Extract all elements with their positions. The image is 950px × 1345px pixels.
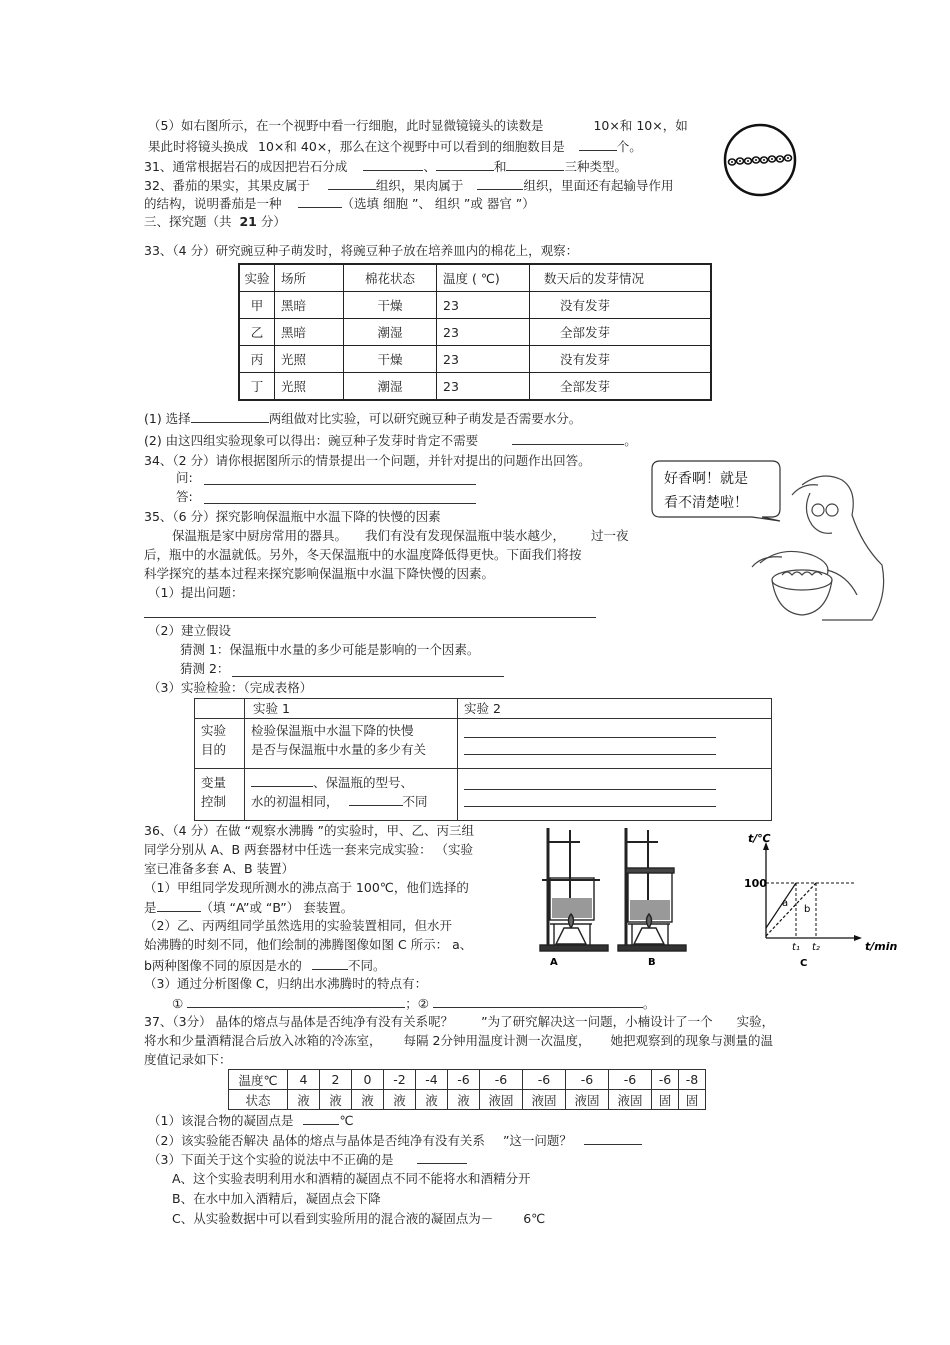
table-cell: 0: [352, 1070, 384, 1090]
fig-label-c: C: [800, 958, 808, 969]
table-cell: 丁: [239, 373, 275, 401]
q37-blank-1[interactable]: [303, 1112, 339, 1125]
table-header: 棉花状态: [344, 264, 437, 292]
q37-option-a[interactable]: A、这个实验表明利用水和酒精的凝固点不同不能将水和酒精分开: [172, 1171, 531, 1186]
q37-s1: （1）该混合物的凝固点是 ℃: [148, 1113, 354, 1128]
q33-blank-2[interactable]: [512, 432, 624, 445]
q37-s3: （3）下面关于这个实验的说法中不正确的是: [148, 1151, 467, 1168]
table-cell: -6: [609, 1070, 652, 1090]
table-header: 数天后的发芽情况: [530, 264, 712, 292]
q34-answer-label: 答:: [176, 489, 193, 504]
q37-option-b[interactable]: B、在水中加入酒精后，凝固点会下降: [172, 1191, 381, 1206]
q31-blank-1[interactable]: [363, 158, 423, 171]
graph-a-label: a: [782, 898, 789, 909]
table-cell: 潮湿: [344, 373, 437, 401]
q37-option-c[interactable]: C、从实验数据中可以看到实验所用的混合液的凝固点为－ 6℃: [172, 1211, 546, 1226]
table-cell: 液: [416, 1090, 448, 1110]
section-3-heading: 三、探究题（共 21 分）: [144, 214, 286, 229]
microscope-view-figure: [722, 122, 798, 198]
table-header: 实验: [239, 264, 275, 292]
table-cell: 23: [437, 373, 530, 401]
q35-s2: （2）建立假设: [148, 623, 231, 638]
q36-l6: （2）乙、丙两组同学虽然选用的实验装置相同，但水开: [144, 918, 452, 933]
table-cell: -6: [448, 1070, 480, 1090]
q34-intro: 34、（2 分）请你根据图所示的情景提出一个问题，并针对提出的问题作出回答。: [144, 453, 591, 468]
table-cell: 光照: [275, 346, 344, 373]
table-cell: -4: [416, 1070, 448, 1090]
table-cell: 潮湿: [344, 319, 437, 346]
q35-blank-1[interactable]: [251, 774, 313, 787]
cartoon-figure: [652, 455, 892, 635]
q35-guess1: 猜测 1：保温瓶中水量的多少可能是影响的一个因素。: [180, 642, 480, 657]
graph-t2-label: t₂: [812, 942, 820, 953]
q33-sub2: (2) 由这四组实验现象可以得出：豌豆种子发芽时肯定不需要 。: [144, 433, 637, 448]
table-cell: 液: [320, 1090, 352, 1110]
q31-blank-2[interactable]: [436, 158, 494, 171]
graph-100-label: 100: [744, 877, 767, 890]
graph-x-label: t/min: [865, 940, 898, 953]
table-cell: 液: [288, 1090, 320, 1110]
q35-intro: 35、（6 分）探究影响保温瓶中水温下降的快慢的因素: [144, 509, 441, 524]
table-cell: -6: [480, 1070, 523, 1090]
q5-blank[interactable]: [579, 138, 617, 151]
table-header: 状态: [229, 1090, 288, 1110]
bubble-text-1: 好香啊！就是: [664, 471, 748, 487]
table-cell: 液固: [480, 1090, 523, 1110]
q36-blank-1[interactable]: [157, 899, 201, 912]
table-header-row: [195, 699, 772, 719]
table-cell: 液: [384, 1090, 416, 1110]
q35-s3: （3）实验检验：（完成表格）: [148, 680, 313, 695]
q37-l1: 37、（3分） 晶体的熔点与晶体是否纯净有没有关系呢？ ”为了研究解决这一问题，小楠设计了一个 实验，: [144, 1014, 775, 1029]
speech-bubble: [652, 461, 780, 521]
table-cell: -8: [679, 1070, 706, 1090]
table-cell: 23: [437, 292, 530, 319]
table-cell: 全部发芽: [530, 373, 712, 401]
q36-blank-4[interactable]: [433, 995, 643, 1008]
graph-t1-label: t₁: [792, 942, 800, 953]
table-cell: 没有发芽: [530, 346, 712, 373]
q35-s1: （1）提出问题：: [148, 585, 244, 600]
q32-line2: 的结构，说明番茄是一种 （选填 细胞 ”、 组织 ”或 器官 ”）: [144, 196, 535, 211]
q5-line2: 果此时将镜头换成 10×和 40×，那么在这个视野中可以看到的细胞数目是 个。: [148, 139, 642, 154]
graph-b-label: b: [804, 904, 811, 915]
table-cell: -6: [652, 1070, 679, 1090]
q37-s2: （2）该实验能否解决 晶体的熔点与晶体是否纯净有没有关系 ”这一问题？: [148, 1132, 642, 1149]
q36-l10: ① ；② 。: [172, 996, 656, 1011]
table-row: [195, 769, 772, 821]
table-header: 实验 1: [245, 699, 458, 719]
table-cell: 干燥: [344, 346, 437, 373]
bubble-text-2: 看不清楚啦！: [664, 495, 748, 511]
q35-guess2: 猜测 2：: [180, 661, 230, 676]
table-cell: 黑暗: [275, 319, 344, 346]
table-cell: -6: [566, 1070, 609, 1090]
table-row-temps: [229, 1070, 706, 1090]
q35-table: [194, 698, 772, 821]
table-row: [239, 319, 711, 346]
table-cell: 实验 目的: [195, 719, 245, 769]
table-header: 场所: [275, 264, 344, 292]
table-row: [239, 292, 711, 319]
q32-blank-3[interactable]: [298, 195, 342, 208]
q35-p1: 保温瓶是家中厨房常用的器具。 我们有没有发现保温瓶中装水越少， 过一夜: [172, 528, 629, 543]
q32-blank-2[interactable]: [477, 177, 523, 190]
table-cell: -6: [523, 1070, 566, 1090]
table-cell[interactable]: [458, 769, 772, 821]
q34-answer-line[interactable]: [204, 503, 476, 504]
table-cell: 液固: [523, 1090, 566, 1110]
table-row: [239, 373, 711, 401]
table-cell: 固: [679, 1090, 706, 1110]
fig-label-a: A: [550, 957, 558, 968]
q36-blank-3[interactable]: [187, 995, 405, 1008]
q32-line1: 32、番茄的果实，其果皮属于 组织，果肉属于 组织，里面还有起输导作用: [144, 178, 674, 193]
q37-table: [228, 1069, 706, 1110]
table-cell: 干燥: [344, 292, 437, 319]
table-cell: 液固: [566, 1090, 609, 1110]
table-cell: 液固: [609, 1090, 652, 1110]
table-cell: 4: [288, 1070, 320, 1090]
q36-l3: 室已准备多套 A、B 装置）: [144, 861, 295, 876]
q36-l8: b两种图像不同的原因是水的 不同。: [144, 958, 386, 973]
q33-sub1: (1) 选择 两组做对比实验，可以研究豌豆种子萌发是否需要水分。: [144, 411, 582, 426]
table-cell: 黑暗: [275, 292, 344, 319]
q33-intro: 33、（4 分）研究豌豆种子萌发时，将豌豆种子放在培养皿内的棉花上，观察：: [144, 243, 579, 258]
table-cell: -2: [384, 1070, 416, 1090]
q35-question-line[interactable]: [144, 617, 596, 618]
q34-ask-line[interactable]: [204, 484, 476, 485]
table-header: 温度 ( ℃): [437, 264, 530, 292]
q37-l3: 度值记录如下：: [144, 1052, 232, 1067]
graph-y-label: t/℃: [748, 832, 771, 845]
q31: 31、通常根据岩石的成因把岩石分成 、 和 三种类型。: [144, 159, 627, 174]
table-header-row: [239, 264, 711, 292]
q35-p3: 科学探究的基本过程来探究影响保温瓶中水温下降快慢的因素。: [144, 566, 495, 581]
fig-label-b: B: [648, 957, 656, 968]
table-cell: 2: [320, 1070, 352, 1090]
q36-l2: 同学分别从 A、B 两套器材中任选一套来完成实验： （实验: [144, 842, 474, 857]
table-header: 温度℃: [229, 1070, 288, 1090]
q37-l2: 将水和少量酒精混合后放入冰箱的冷冻室， 每隔 2分钟用温度计测一次温度， 她把观察到的现象与测量的温: [144, 1033, 773, 1048]
table-cell: 液: [352, 1090, 384, 1110]
table-cell: 没有发芽: [530, 292, 712, 319]
q36-figures: [520, 820, 898, 969]
q35-blank-2[interactable]: [349, 793, 403, 806]
table-cell: 甲: [239, 292, 275, 319]
table-cell: 全部发芽: [530, 319, 712, 346]
table-cell: 、保温瓶的型号、 水的初温相同， 不同: [245, 769, 458, 821]
q36-l9: （3）通过分析图像 C，归纳出水沸腾时的特点有：: [144, 976, 428, 991]
table-cell: 固: [652, 1090, 679, 1110]
q34-ask-label: 问:: [176, 470, 193, 485]
table-cell: 乙: [239, 319, 275, 346]
table-cell: 光照: [275, 373, 344, 401]
graph-c: [744, 832, 898, 969]
q32-blank-1[interactable]: [328, 177, 376, 190]
q36-l5: 是 （填 “A”或 “B”） 套装置。: [144, 900, 354, 915]
q36-l7: 始沸腾的时刻不同，他们绘制的沸腾图像如图 C 所示： a、: [144, 937, 473, 952]
table-cell: 丙: [239, 346, 275, 373]
q35-p2: 后，瓶中的水温就低。另外，冬天保温瓶中的水温度降低得更快。下面我们将按: [144, 547, 582, 562]
table-cell: 变量 控制: [195, 769, 245, 821]
q36-l4: （1）甲组同学发现所测水的沸点高于 100℃，他们选择的: [144, 880, 469, 895]
table-cell[interactable]: [458, 719, 772, 769]
table-cell: [195, 699, 245, 719]
q33-table: [238, 263, 712, 401]
q5-line1: （5）如右图所示，在一个视野中看一行细胞，此时显微镜镜头的读数是 10×和 10×，如: [148, 118, 688, 133]
q37-blank-2[interactable]: [584, 1132, 642, 1145]
table-header: 实验 2: [458, 699, 772, 719]
table-cell: 23: [437, 319, 530, 346]
apparatus-a: [540, 828, 608, 951]
apparatus-b: [618, 828, 686, 951]
table-cell: 23: [437, 346, 530, 373]
table-row: [195, 719, 772, 769]
table-row-states: [229, 1090, 706, 1110]
q35-guess2-line[interactable]: [232, 676, 504, 677]
q33-blank-1[interactable]: [191, 410, 269, 423]
table-row: [239, 346, 711, 373]
q31-blank-3[interactable]: [506, 158, 564, 171]
q36-blank-2[interactable]: [312, 957, 348, 970]
q36-l1: 36、（4 分）在做 “观察水沸腾 ”的实验时，甲、乙、丙三组: [144, 823, 474, 838]
table-cell: 液: [448, 1090, 480, 1110]
table-cell: 检验保温瓶中水温下降的快慢 是否与保温瓶中水量的多少有关: [245, 719, 458, 769]
q37-blank-3[interactable]: [417, 1151, 467, 1164]
